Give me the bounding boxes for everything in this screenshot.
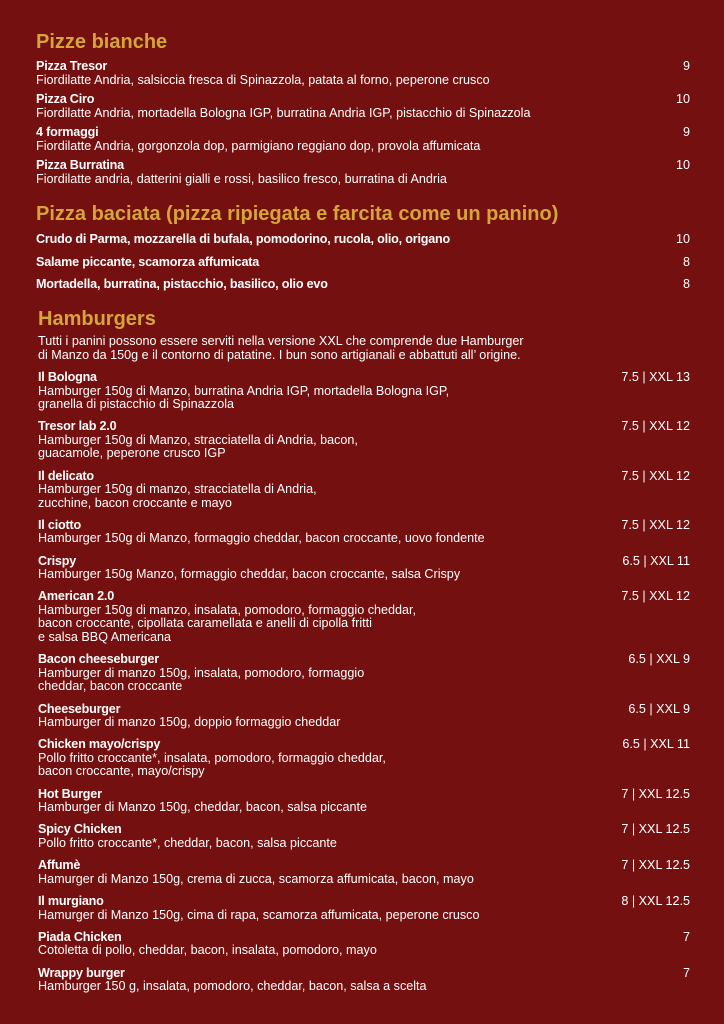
item-price: 8	[682, 254, 690, 269]
item-price: 10	[675, 158, 690, 172]
item-name: Cheeseburger	[38, 701, 121, 716]
menu-item	[36, 256, 690, 270]
item-name: Pizza Burratina	[36, 158, 124, 172]
item-description: Hamburger 150g Manzo, formaggio cheddar, bacon croccante, salsa Crispy	[38, 567, 461, 582]
item-description: Hamburger 150g di Manzo, formaggio cheddar, bacon croccante, uovo fondente	[38, 531, 485, 546]
menu-item	[36, 126, 690, 153]
item-price: 6.5 | XXL 9	[628, 652, 690, 667]
item-description: Hamburger 150g di Manzo, burratina Andria IGP, mortadella Bologna IGP, granella di pistacchio di Spinazzola	[38, 383, 450, 411]
menu-list	[36, 60, 690, 186]
item-price: 7 | XXL 12.5	[621, 786, 690, 801]
item-name: Salame piccante, scamorza affumicata	[36, 254, 260, 269]
item-description: Hamburger 150 g, insalata, pomodoro, cheddar, bacon, salsa a scelta	[38, 979, 427, 994]
item-name: Affumè	[38, 858, 81, 873]
item-price: 7.5 | XXL 12	[621, 589, 690, 604]
menu-item	[38, 420, 690, 461]
item-name: Piada Chicken	[38, 929, 122, 944]
menu-item	[38, 823, 690, 850]
item-price: 8	[682, 277, 690, 291]
menu-list	[36, 233, 690, 292]
pizze-bianche-section	[36, 31, 690, 192]
hamburgers-section	[38, 308, 690, 1002]
menu-item	[36, 93, 690, 120]
item-price: 7.5 | XXL 12	[621, 517, 690, 532]
pizza-baciata-section	[36, 203, 690, 301]
item-price: 7	[682, 929, 690, 944]
item-price: 6.5 | XXL 11	[622, 553, 690, 568]
item-name: American 2.0	[38, 589, 115, 604]
item-price: 7.5 | XXL 13	[621, 370, 690, 384]
item-name: Tresor lab 2.0	[38, 419, 117, 434]
item-price: 7 | XXL 12.5	[621, 858, 690, 873]
item-description: Hamburger di manzo 150g, insalata, pomodoro, formaggio cheddar, bacon croccante	[38, 665, 365, 694]
item-name: Wrappy burger	[38, 965, 125, 980]
menu-item	[38, 371, 690, 412]
item-description: Hamburger 150g di manzo, stracciatella di Andria, zucchine, bacon croccante e mayo	[38, 482, 317, 510]
menu-item	[38, 653, 690, 694]
menu-item	[36, 60, 690, 87]
menu-item	[38, 555, 690, 582]
item-name: Bacon cheeseburger	[38, 652, 159, 667]
menu-item	[38, 859, 690, 886]
item-description: Hamurger di Manzo 150g, cima di rapa, scamorza affumicata, peperone crusco	[38, 907, 480, 922]
item-name: Il murgiano	[38, 894, 104, 909]
item-name: Mortadella, burratina, pistacchio, basilico, olio evo	[36, 277, 328, 291]
menu-item	[36, 233, 690, 247]
item-price: 7.5 | XXL 12	[621, 419, 690, 434]
item-price: 7	[682, 965, 690, 980]
menu-item	[38, 895, 690, 922]
item-description: Hamburger 150g di Manzo, stracciatella di Andria, bacon, guacamole, peperone crusco IGP	[38, 432, 358, 461]
item-price: 8 | XXL 12.5	[621, 894, 690, 909]
item-description: Cotoletta di pollo, cheddar, bacon, insalata, pomodoro, mayo	[38, 943, 377, 958]
item-description: Hamburger di manzo 150g, doppio formaggio cheddar	[38, 715, 341, 730]
menu-item	[38, 738, 690, 779]
menu-item	[38, 703, 690, 730]
menu-item	[36, 159, 690, 186]
item-description: Fiordilatte Andria, gorgonzola dop, parmigiano reggiano dop, provola affumicata	[36, 138, 481, 153]
item-description: Hamburger di Manzo 150g, cheddar, bacon, salsa piccante	[38, 800, 368, 815]
item-name: Pizza Ciro	[36, 92, 95, 106]
item-name: Crispy	[38, 553, 76, 568]
item-description: Pollo fritto croccante*, insalata, pomodoro, formaggio cheddar, bacon croccante, mayo/crispy	[38, 750, 386, 779]
item-description: Hamburger 150g di manzo, insalata, pomodoro, formaggio cheddar, bacon croccante, cipollata caramellata e anelli di cipolla fritti e salsa BBQ Americana	[38, 602, 417, 644]
menu-item	[36, 278, 690, 292]
item-price: 10	[675, 232, 690, 246]
item-price: 6.5 | XXL 9	[628, 701, 690, 716]
item-price: 9	[682, 59, 690, 73]
item-name: Chicken mayo/crispy	[38, 737, 161, 752]
item-price: 9	[682, 125, 690, 139]
item-price: 6.5 | XXL 11	[622, 737, 690, 752]
menu-list	[38, 371, 690, 994]
item-name: Il delicato	[38, 468, 94, 483]
item-description: Fiordilatte Andria, mortadella Bologna IGP, burratina Andria IGP, pistacchio di Spinazzola	[36, 105, 531, 120]
section-intro: Tutti i panini possono essere serviti nella versione XXL che comprende due Hamburger di Manzo da 150g e il contorno di patatine. I bun sono artigianali e abbattuti all’ origine.	[38, 334, 524, 362]
item-description: Fiordilatte Andria, salsiccia fresca di Spinazzola, patata al forno, peperone crusco	[36, 72, 490, 87]
item-name: Il Bologna	[38, 370, 97, 384]
item-name: Hot Burger	[38, 786, 102, 801]
item-name: Pizza Tresor	[36, 59, 108, 73]
menu-item	[38, 590, 690, 644]
section-title: Pizze bianche	[36, 31, 168, 53]
section-title: Hamburgers	[38, 308, 156, 330]
item-description: Fiordilatte andria, datterini gialli e rossi, basilico fresco, burratina di Andria	[36, 171, 447, 186]
item-price: 10	[675, 92, 690, 106]
item-description: Hamurger di Manzo 150g, crema di zucca, scamorza affumicata, bacon, mayo	[38, 871, 474, 886]
item-price: 7.5 | XXL 12	[621, 468, 690, 483]
item-name: Spicy Chicken	[38, 822, 122, 837]
item-name: 4 formaggi	[36, 125, 99, 139]
menu-item	[38, 470, 690, 511]
menu-item	[38, 788, 690, 815]
menu-item	[38, 967, 690, 994]
menu-item	[38, 519, 690, 546]
item-price: 7 | XXL 12.5	[621, 822, 690, 837]
item-name: Il ciotto	[38, 517, 81, 532]
item-description: Pollo fritto croccante*, cheddar, bacon, salsa piccante	[38, 835, 337, 850]
menu-item	[38, 931, 690, 958]
section-title: Pizza baciata (pizza ripiegata e farcita come un panino)	[36, 203, 559, 225]
item-name: Crudo di Parma, mozzarella di bufala, pomodorino, rucola, olio, origano	[36, 232, 451, 246]
